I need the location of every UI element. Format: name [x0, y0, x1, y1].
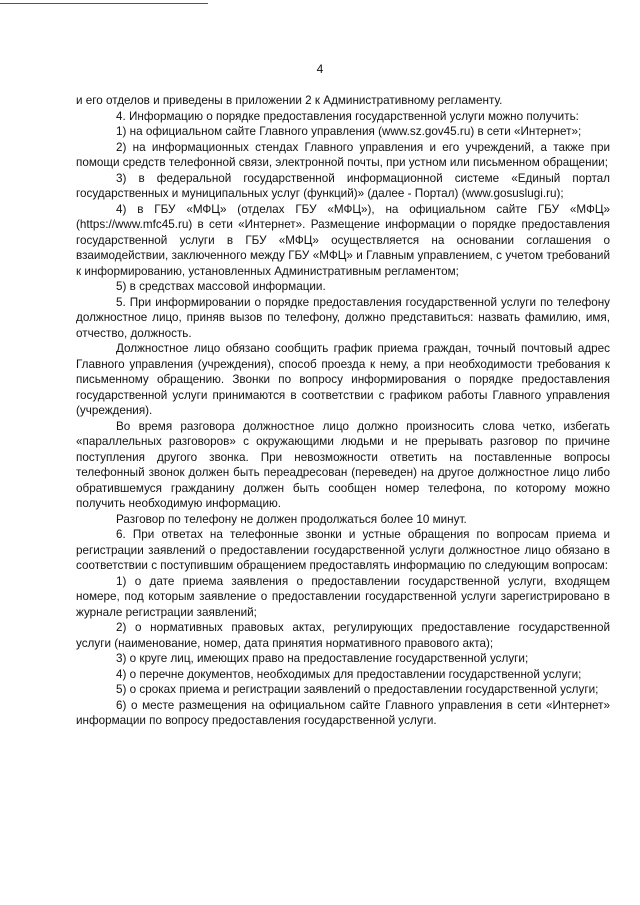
paragraph: 2) о нормативных правовых актах, регулирующих предоставление государственной услуги (наименование, номер, дата принятия нормативного правового акта); — [76, 621, 610, 650]
paragraph: 1) на официальном сайте Главного управления (www.sz.gov45.ru) в сети «Интернет»; — [116, 125, 582, 138]
paragraph: 4) о перечне документов, необходимых для предоставлении государственной услуги; — [116, 667, 582, 681]
paragraph: 3) о круге лиц, имеющих право на предоставление государственной услуги; — [116, 652, 529, 665]
paragraph: 2) на информационных стендах Главного управления и его учреждений, а также при помощи средств телефонной связи, электронной почты, при устном или письменном обращении; — [76, 140, 610, 169]
paragraph: 5) о сроках приема и регистрации заявлений о предоставлении государственной услуги; — [116, 683, 599, 696]
document-body — [76, 93, 610, 729]
paragraph: Должностное лицо обязано сообщить график приема граждан, точный почтовый адрес Главного управления (учреждения), способ проезда к нему, а при необходимости требования к письменному обращению. Звонки по вопросу информирования о порядке предоставления государственной услуги принимаются в соответствии с графиком работы Главного управления (учреждения). — [76, 342, 610, 417]
paragraph: и его отделов и приведены в приложении 2 к Административному регламенту. — [76, 94, 503, 107]
paragraph: 6. При ответах на телефонные звонки и устные обращения по вопросам приема и регистрации заявлений о предоставлении государственной услуги должностное лицо обязано в соответствии с поступившим обращением предоставлять информацию по следующим вопросам: — [76, 528, 610, 572]
paragraph: 5. При информировании о порядке предоставления государственной услуги по телефону должностное лицо, приняв вызов по телефону, должно представиться: назвать фамилию, имя, отчество, должность. — [76, 295, 610, 340]
top-rule — [0, 3, 208, 4]
paragraph: 4. Информацию о порядке предоставления государственной услуги можно получить: — [116, 109, 579, 123]
paragraph: 6) о месте размещения на официальном сайте Главного управления в сети «Интернет» информации по вопросу предоставления государственной услуги. — [76, 698, 610, 727]
page-number: 4 — [316, 62, 324, 76]
paragraph: 1) о дате приема заявления о предоставлении государственной услуги, входящем номере, под которым заявление о предоставлении государственной услуги зарегистрировано в журнале регистрации заявлений; — [76, 574, 610, 619]
paragraph: 4) в ГБУ «МФЦ» (отделах ГБУ «МФЦ»), на официальном сайте ГБУ «МФЦ» (https://www.mfc45.ru) в сети «Интернет». Размещение информации о порядке предоставления государственной услуги в ГБУ «МФЦ» осуществляется на основании соглашения о взаимодействии, заключенного между ГБУ «МФЦ» и Главным управлением, с учетом требований к информированию, установленных Административным регламентом; — [76, 202, 610, 278]
paragraph: Во время разговора должностное лицо должно произносить слова четко, избегать «параллельных разговоров» с окружающими людьми и не прерывать разговор по причине поступления другого звонка. При невозможности ответить на поставленные вопросы телефонный звонок должен быть переадресован (переведен) на другое должностное лицо либо обратившемуся гражданину должен быть сообщен номер телефона, по которому можно получить необходимую информацию. — [76, 419, 610, 510]
paragraph: 3) в федеральной государственной информационной системе «Единый портал государственных и муниципальных услуг (функций)» (далее - Портал) (www.gosuslugi.ru); — [76, 171, 610, 200]
paragraph: 5) в средствах массовой информации. — [116, 280, 326, 293]
paragraph: Разговор по телефону не должен продолжаться более 10 минут. — [116, 512, 467, 526]
